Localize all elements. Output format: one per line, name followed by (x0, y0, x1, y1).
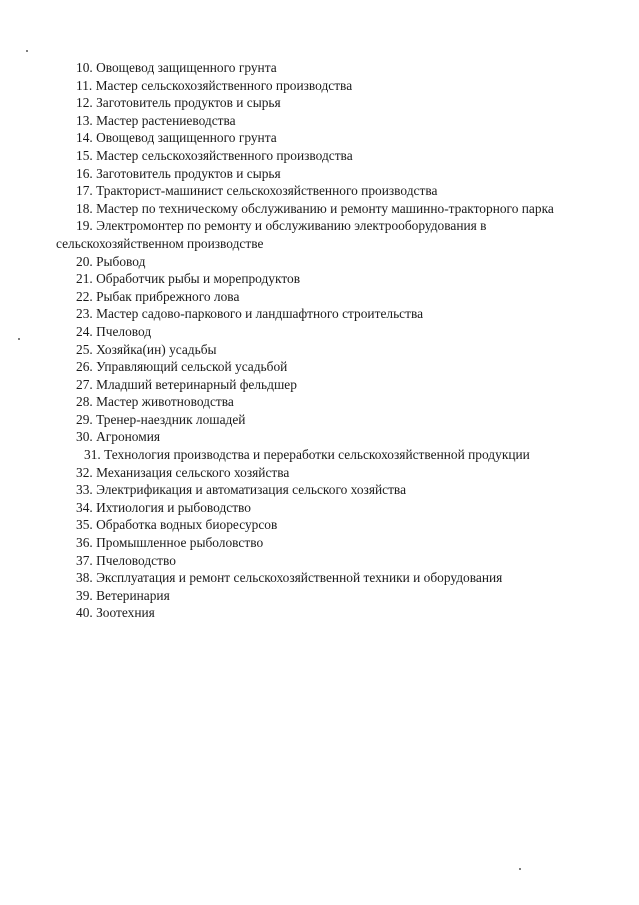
list-item: 22. Рыбак прибрежного лова (76, 288, 240, 304)
list-item: 23. Мастер садово-паркового и ландшафтного строительства (76, 306, 424, 322)
list-item: 20. Рыбовод (76, 253, 146, 269)
scan-speck (519, 868, 521, 870)
list-item: 16. Заготовитель продуктов и сырья (76, 165, 281, 181)
profession-list (56, 59, 586, 622)
list-item: 28. Мастер животноводства (76, 394, 234, 410)
list-item: 12. Заготовитель продуктов и сырья (76, 95, 281, 111)
list-item: 27. Младший ветеринарный фельдшер (76, 376, 297, 392)
list-item: 21. Обработчик рыбы и морепродуктов (76, 271, 301, 287)
list-item: 35. Обработка водных биоресурсов (76, 517, 278, 533)
list-item: 30. Агрономия (76, 429, 161, 445)
list-item: 40. Зоотехния (76, 605, 155, 621)
list-item: 18. Мастер по техническому обслуживанию и ремонту машинно-тракторного парка (76, 200, 554, 216)
list-item: 13. Мастер растениеводства (76, 112, 236, 128)
list-item: 36. Промышленное рыболовство (76, 535, 264, 551)
list-item: 32. Механизация сельского хозяйства (76, 464, 290, 480)
list-item: 34. Ихтиология и рыбоводство (76, 499, 251, 515)
scan-speck (18, 338, 20, 340)
list-item: 31. Технология производства и переработки сельскохозяйственной продукции (84, 447, 530, 463)
list-item: 14. Овощевод защищенного грунта (76, 130, 277, 146)
list-item: 37. Пчеловодство (76, 552, 176, 568)
list-item: 24. Пчеловод (76, 323, 152, 339)
scan-speck (26, 50, 28, 52)
list-item: 15. Мастер сельскохозяйственного производства (76, 147, 353, 163)
list-item: 11. Мастер сельскохозяйственного производства (76, 77, 353, 93)
list-item: 25. Хозяйка(ин) усадьбы (76, 341, 217, 357)
list-item: 38. Эксплуатация и ремонт сельскохозяйственной техники и оборудования (76, 570, 503, 586)
list-item: 17. Тракторист-машинист сельскохозяйственного производства (76, 183, 438, 199)
list-item: 10. Овощевод защищенного грунта (76, 60, 277, 75)
list-item: 26. Управляющий сельской усадьбой (76, 359, 288, 375)
list-item: 33. Электрификация и автоматизация сельского хозяйства (76, 482, 407, 498)
list-item: 39. Ветеринария (76, 587, 170, 603)
list-item: 19. Электромонтер по ремонту и обслуживанию электрооборудования в сельскохозяйственном производстве (56, 218, 487, 251)
list-item: 29. Тренер-наездник лошадей (76, 411, 246, 427)
